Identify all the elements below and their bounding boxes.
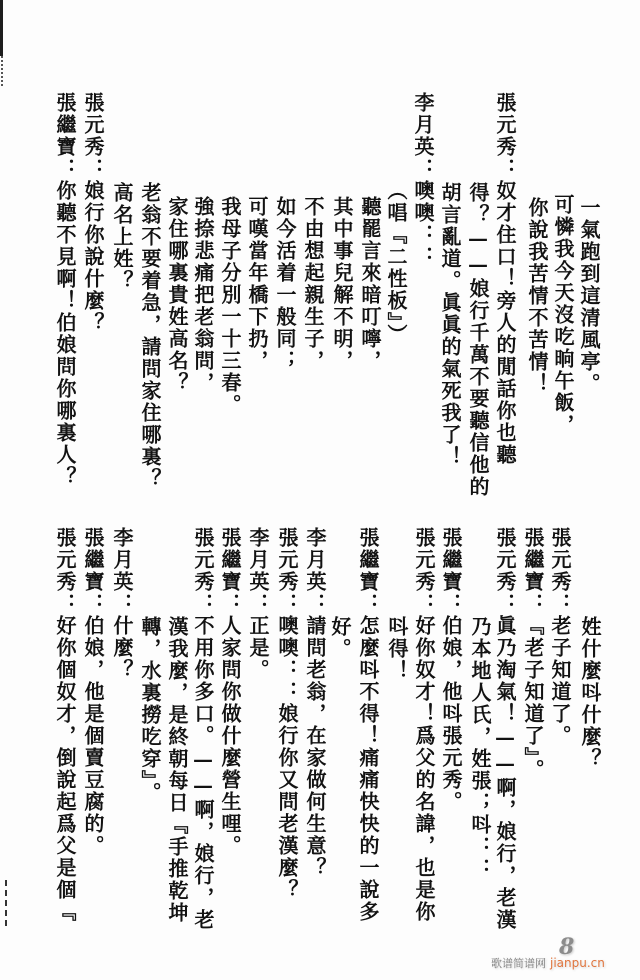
dialogue-line: [53, 527, 77, 923]
line-text: 奴才住口！旁人的閒話你也聽: [493, 180, 517, 466]
line-text: 正是。: [246, 615, 270, 681]
dialogue-line: [493, 527, 517, 931]
speaker-name: 李月英: [303, 527, 327, 593]
watermark-site-name: 歌谱简谱网: [491, 957, 546, 970]
lyric-line: 你說我苦情不苦情！: [525, 197, 549, 395]
speaker-name: 張元秀: [53, 527, 77, 593]
speaker-name: 張元秀: [191, 527, 215, 593]
speaker-delimiter: ：: [81, 158, 105, 180]
speaker-delimiter: ：: [521, 593, 545, 615]
speaker-name: 張繼寶: [439, 527, 463, 593]
lyric-line: 可嘆當年橋下扔，: [245, 196, 269, 372]
dialogue-line: [548, 527, 572, 747]
watermark-domain: jianpu.cn: [550, 956, 605, 970]
line-text: 請問老翁，在家做何生意？: [303, 615, 327, 879]
speaker-name: 張繼寶: [521, 527, 545, 593]
dialogue-continuation: 轉，水裏撈吃穿』。: [138, 616, 162, 804]
dialogue-line: [110, 527, 134, 681]
dialogue-continuation: 高名上姓？: [110, 182, 134, 292]
speaker-delimiter: ：: [53, 158, 77, 180]
dialogue-continuation: 好。: [328, 616, 352, 660]
dialogue-line: [191, 527, 215, 931]
speaker-name: 李月英: [110, 527, 134, 593]
dialogue-line: [439, 527, 463, 813]
line-text: 不用你多口。——啊，娘行，老: [191, 615, 215, 931]
binding-edge-dots: [1, 56, 3, 86]
page-number: 8: [559, 934, 575, 960]
speaker-name: 李月英: [411, 92, 435, 158]
dialogue-line: [81, 527, 105, 857]
stage-direction: （唱『二性板』）: [384, 180, 408, 346]
speaker-name: 張繼寶: [356, 527, 380, 593]
dialogue-continuation: 胡言亂道。眞眞的氣死我了！: [438, 182, 462, 468]
speaker-delimiter: ：: [439, 593, 463, 615]
speaker-name: 張元秀: [493, 92, 517, 158]
lyric-line: 可憐我今天沒吃晌午飯，: [551, 194, 575, 436]
line-text: 好你個奴才，倒說起爲父是個『: [53, 615, 77, 923]
speaker-delimiter: ：: [548, 593, 572, 615]
lyric-line: 不由想起親生子，: [301, 196, 325, 372]
dialogue-continuation: 老翁不要着急，請問家住哪裏？: [138, 182, 162, 490]
dialogue-line: [356, 527, 380, 923]
speaker-delimiter: ：: [110, 593, 134, 615]
lyric-line: 家住哪裏貴姓高名？: [165, 196, 189, 394]
margin-tick-marks: [5, 880, 7, 926]
line-text: 噢噢：：娘行你又問老漢麼？: [275, 615, 299, 901]
speaker-name: 李月英: [246, 527, 270, 593]
speaker-delimiter: ：: [412, 593, 436, 615]
dialogue-line: [246, 527, 270, 681]
lyric-line: 強捺悲痛把老翁問，: [191, 196, 215, 394]
speaker-name: 張繼寶: [53, 92, 77, 158]
dialogue-line: [493, 92, 517, 466]
watermark: [491, 955, 605, 971]
speaker-delimiter: ：: [411, 158, 435, 180]
speaker-name: 張元秀: [548, 527, 572, 593]
speaker-name: 張繼寶: [81, 527, 105, 593]
speaker-name: 張元秀: [81, 92, 105, 158]
line-text: 眞乃淘氣！——啊，娘行，老漢: [493, 615, 517, 931]
dialogue-continuation: 姓什麼呌什麼？: [578, 616, 602, 770]
speaker-delimiter: ：: [53, 593, 77, 615]
dialogue-line: [412, 527, 436, 923]
speaker-delimiter: ：: [191, 593, 215, 615]
line-text: 怎麼呌不得！痛痛快快的一說多: [356, 615, 380, 923]
line-text: 『老子知道了』。: [521, 615, 545, 781]
speaker-name: 張元秀: [275, 527, 299, 593]
lyric-line: 其中事兒解不明，: [330, 196, 354, 372]
speaker-delimiter: ：: [356, 593, 380, 615]
line-text: 人家問你做什麼營生哩。: [218, 615, 242, 857]
dialogue-line: [411, 92, 435, 268]
line-text: 噢噢：：: [411, 180, 435, 268]
line-text: 老子知道了。: [548, 615, 572, 747]
dialogue-continuation: 得？——娘行千萬不要聽信他的: [466, 182, 490, 498]
speaker-name: 張元秀: [412, 527, 436, 593]
dialogue-continuation: 乃本地人氏，姓張；呌：：: [468, 616, 492, 880]
speaker-delimiter: ：: [493, 158, 517, 180]
speaker-name: 張元秀: [493, 527, 517, 593]
dialogue-continuation: 呌得！: [385, 616, 409, 682]
speaker-delimiter: ：: [218, 593, 242, 615]
dialogue-line: [303, 527, 327, 879]
lyric-line: 如今活着一般同；: [273, 196, 297, 372]
line-text: 伯娘，他是個賣豆腐的。: [81, 615, 105, 857]
speaker-delimiter: ：: [303, 593, 327, 615]
line-text: 伯娘，他呌張元秀。: [439, 615, 463, 813]
speaker-delimiter: ：: [81, 593, 105, 615]
dialogue-line: [275, 527, 299, 901]
dialogue-continuation: 漢我麼，是終朝每日『手推乾坤: [165, 616, 189, 924]
speaker-delimiter: ：: [493, 593, 517, 615]
lyric-line: 聽罷言來暗叮嚀，: [358, 196, 382, 372]
binding-edge-line: [0, 0, 3, 56]
line-text: 你聽不見啊！伯娘問你哪裏人？: [53, 180, 77, 488]
speaker-delimiter: ：: [275, 593, 299, 615]
lyric-line: 我母子分別一十三春。: [218, 196, 242, 416]
lyric-line: 一氣跑到這清風亭。: [577, 197, 601, 395]
line-text: 什麼？: [110, 615, 134, 681]
dialogue-line: [218, 527, 242, 857]
line-text: 娘行你說什麼？: [81, 180, 105, 334]
line-text: 好你奴才！爲父的名諱，也是你: [412, 615, 436, 923]
dialogue-line: [81, 92, 105, 334]
speaker-delimiter: ：: [246, 593, 270, 615]
dialogue-line: [53, 92, 77, 488]
dialogue-line: [521, 527, 545, 781]
speaker-name: 張繼寶: [218, 527, 242, 593]
